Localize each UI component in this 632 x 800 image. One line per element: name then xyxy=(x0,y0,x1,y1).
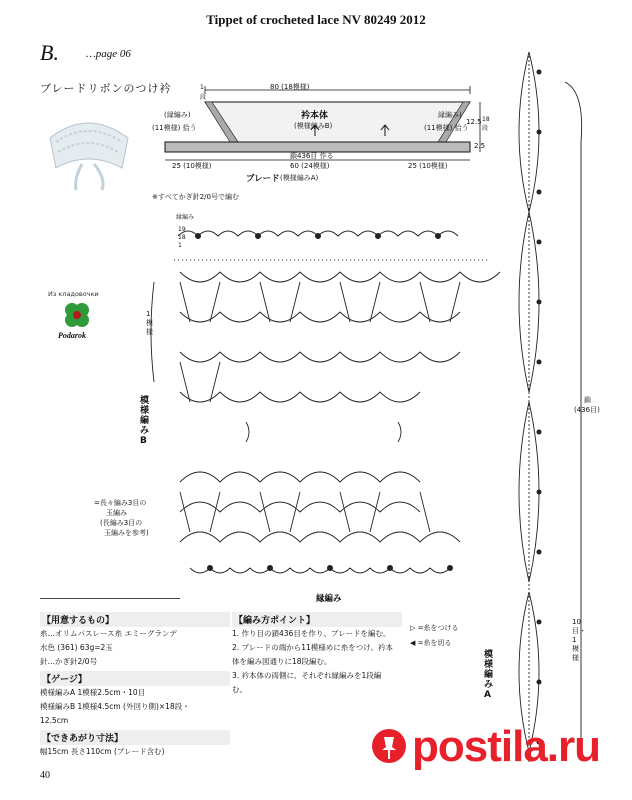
materials-block xyxy=(40,612,230,759)
page-reference: …page 06 xyxy=(86,48,131,60)
gauge-b-cont: 12.5cm xyxy=(40,716,69,725)
collar-height-rows: 18 段 xyxy=(482,116,490,132)
edging-right-label: 縁編み) xyxy=(438,111,462,119)
clover-logo-icon xyxy=(62,300,92,330)
page-number: 40 xyxy=(40,770,50,781)
top-row-count: 1 xyxy=(200,84,204,91)
points-block xyxy=(232,612,402,697)
long-stitch-note-4: 玉編みを参考) xyxy=(104,529,149,537)
pin-icon xyxy=(370,727,408,765)
hook-note: ※すべてかぎ針2/0号で編む xyxy=(152,193,239,201)
long-stitch-note-2: 玉編み xyxy=(106,509,127,517)
logo-caption: Из кладовочки xyxy=(48,290,99,298)
row-mark-19: 19 xyxy=(178,226,186,233)
gauge-a: 模様編みA 1模様2.5cm・10目 xyxy=(40,688,146,697)
finished-size: 幅15cm 長さ110cm (ブレード含む) xyxy=(40,747,165,756)
materials-needle: 針…かぎ針2/0号 xyxy=(40,657,98,666)
divider xyxy=(40,598,180,599)
braid-pattern-label: (模様編みA) xyxy=(280,174,319,182)
page-title: Tippet of crocheted lace NV 80249 2012 xyxy=(206,12,426,27)
row-mark-18: 18 xyxy=(178,234,186,241)
pattern-b-label: 模様編みB xyxy=(140,396,150,446)
attach-yarn-icon: ▷ xyxy=(410,624,416,632)
collar-body-pattern: (模様編みB) xyxy=(294,122,333,130)
pick-left-label: (11模様) 拾う xyxy=(152,124,197,132)
materials-yarn: 糸…オリムパスレース糸 エミーグランデ xyxy=(40,629,178,638)
edging-top-label: 縁編み xyxy=(176,214,195,221)
cut-yarn-icon: ◀ xyxy=(410,639,416,647)
materials-heading: 【用意するもの】 xyxy=(40,612,230,627)
section-letter: B. xyxy=(40,40,59,65)
size-heading: 【できあがり寸法】 xyxy=(40,730,230,745)
top-row-unit: 段 xyxy=(200,94,207,101)
crochet-chart-b xyxy=(150,212,510,592)
row-mark-1: 1 xyxy=(178,242,182,249)
chain-pattern-label: 60 (24模様) xyxy=(290,162,330,170)
chain-count-label: 鎖436目 作る xyxy=(290,152,334,160)
braid-height: 2.5 xyxy=(474,142,486,150)
points-heading: 【編み方ポイント】 xyxy=(232,612,402,627)
point-3-cont: む。 xyxy=(232,685,247,694)
ten-stitch-label: 10目・1模様 xyxy=(572,618,586,662)
point-2: 2. ブレードの端から11模様めに糸をつけ、衿本 xyxy=(232,643,393,652)
long-stitch-note-3: (長編み3目の xyxy=(100,519,143,527)
logo-name: Podarok xyxy=(58,331,86,340)
long-stitch-note-1: =長々編み3目の xyxy=(94,499,147,507)
legend-cut xyxy=(410,638,452,648)
chain-count-right: (436目) xyxy=(574,406,600,414)
edging-left-label: (縁編み) xyxy=(164,111,191,119)
legend-cut-label: =糸を切る xyxy=(417,639,452,647)
point-2-cont: 体を編み図通りに18段編む。 xyxy=(232,657,332,666)
pick-right-label: (11模様) 拾う xyxy=(424,124,469,132)
one-pattern-label: 1模様 xyxy=(146,310,153,336)
side-left-label: 25 (10模様) xyxy=(172,162,212,170)
collar-body-label: 衿本体 xyxy=(301,111,329,121)
collar-height: 12.5 xyxy=(466,118,482,126)
chain-label: 鎖 xyxy=(584,396,591,404)
legend-attach-label: =糸をつける xyxy=(417,624,459,632)
braid-label: ブレード xyxy=(246,174,280,184)
watermark: postila.ru xyxy=(412,722,601,771)
tippet-photo xyxy=(36,98,140,194)
pattern-subtitle: ブレードリボンのつけ衿 xyxy=(40,82,172,95)
top-width-label: 80 (18模様) xyxy=(270,83,310,91)
materials-color: 水色 (361) 63g=2玉 xyxy=(40,643,113,652)
pattern-a-label: 模様編みA xyxy=(484,650,494,700)
legend-attach xyxy=(410,623,459,633)
edging-bottom-label: 縁編み xyxy=(316,594,342,604)
gauge-b: 模様編みB 1模様4.5cm (外回り側)×18段・ xyxy=(40,702,190,711)
gauge-heading: 【ゲージ】 xyxy=(40,671,230,686)
point-1: 1. 作り目の鎖436目を作り、ブレードを編む。 xyxy=(232,629,391,638)
side-right-label: 25 (10模様) xyxy=(408,162,448,170)
point-3: 3. 衿本体の両側に、それぞれ縁編みを1段編 xyxy=(232,671,382,680)
